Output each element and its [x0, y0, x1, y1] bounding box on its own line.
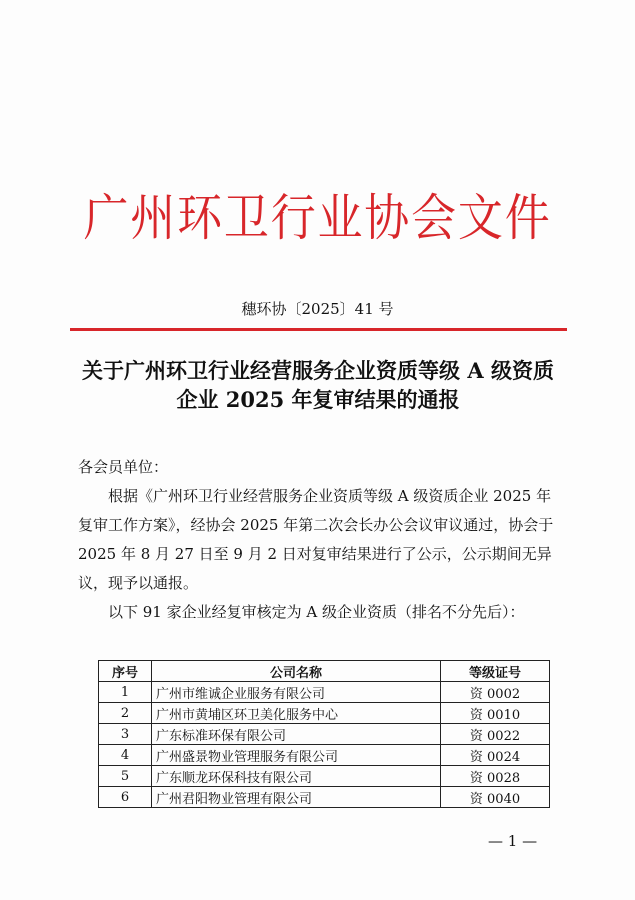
row-company-name: 广东顺龙环保科技有限公司: [152, 766, 441, 787]
company-table: [98, 660, 550, 808]
row-cert-number: 资 0010: [441, 703, 550, 724]
table-row: [99, 724, 550, 745]
row-cert-number: 资 0028: [441, 766, 550, 787]
row-company-name: 广州盛景物业管理服务有限公司: [152, 745, 441, 766]
table-row: [99, 766, 550, 787]
row-company-name: 广州市维诚企业服务有限公司: [152, 682, 441, 703]
row-index: 5: [99, 766, 152, 787]
table-row: [99, 703, 550, 724]
column-header-cert: 等级证号: [441, 661, 550, 682]
row-index: 2: [99, 703, 152, 724]
column-header-company: 公司名称: [152, 661, 441, 682]
notice-title: 关于广州环卫行业经营服务企业资质等级 A 级资质企业 2025 年复审结果的通报: [82, 358, 554, 412]
salutation: 各会员单位：: [78, 458, 169, 476]
row-index: 4: [99, 745, 152, 766]
table-header-row: [99, 661, 550, 682]
document-number: 穗环协〔2025〕41 号: [241, 300, 394, 318]
table-row: [99, 682, 550, 703]
row-index: 6: [99, 787, 152, 808]
row-company-name: 广东标准环保有限公司: [152, 724, 441, 745]
table-row: [99, 745, 550, 766]
red-divider-line: [70, 328, 567, 331]
body-paragraph-2: 以下 91 家企业经复审核定为 A 级企业资质（排名不分先后）：: [108, 603, 525, 621]
row-company-name: 广州市黄埔区环卫美化服务中心: [152, 703, 441, 724]
row-index: 1: [99, 682, 152, 703]
column-header-index: 序号: [99, 661, 152, 682]
row-index: 3: [99, 724, 152, 745]
row-cert-number: 资 0024: [441, 745, 550, 766]
row-cert-number: 资 0040: [441, 787, 550, 808]
row-cert-number: 资 0002: [441, 682, 550, 703]
document-header-title: 广州环卫行业协会文件: [83, 189, 552, 247]
table-row: [99, 787, 550, 808]
row-company-name: 广州君阳物业管理有限公司: [152, 787, 441, 808]
body-paragraph-1: 根据《广州环卫行业经营服务企业资质等级 A 级资质企业 2025 年复审工作方案》，经协会 2025 年第二次会长办公会议审议通过，协会于 2025 年 8 月 27 日至 9 月 2 日对复审结果进行了公示，公示期间无异议，现予以通报。: [78, 487, 554, 592]
row-cert-number: 资 0022: [441, 724, 550, 745]
page-number: — 1 —: [488, 832, 538, 850]
